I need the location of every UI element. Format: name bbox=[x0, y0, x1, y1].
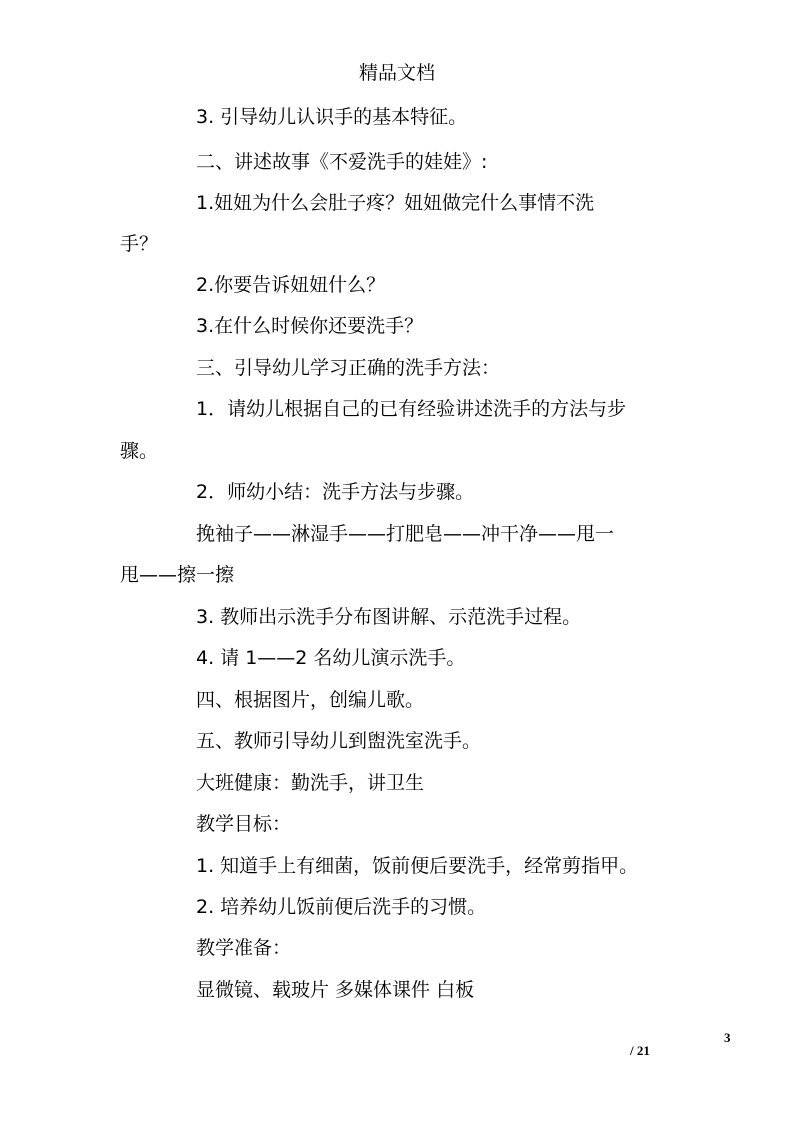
text-line: 3.在什么时候你还要洗手？ bbox=[196, 315, 424, 337]
text-line: 教学准备： bbox=[196, 937, 292, 959]
text-line: 四、根据图片，创编儿歌。 bbox=[196, 689, 425, 711]
page-number: 3 bbox=[724, 1030, 731, 1045]
text-line: 三、引导幼儿学习正确的洗手方法： bbox=[196, 357, 501, 379]
text-line: 显微镜、载玻片 多媒体课件 白板 bbox=[196, 979, 475, 1001]
text-line: 教学目标： bbox=[196, 813, 292, 835]
text-line: 2.你要告诉妞妞什么？ bbox=[196, 274, 386, 296]
text-line: 1．请幼儿根据自己的已有经验讲述洗手的方法与步 bbox=[196, 398, 627, 420]
text-line: 骤。 bbox=[120, 440, 159, 462]
page-total: / 21 bbox=[630, 1043, 650, 1058]
text-line: 甩——擦一擦 bbox=[120, 564, 235, 586]
text-line: 五、教师引导幼儿到盥洗室洗手。 bbox=[196, 730, 482, 752]
document-header: 精品文档 bbox=[358, 62, 435, 84]
text-line: 3. 教师出示洗手分布图讲解、示范洗手过程。 bbox=[196, 606, 582, 628]
text-line: 大班健康：勤洗手，讲卫生 bbox=[196, 772, 425, 794]
text-line: 手？ bbox=[120, 233, 159, 255]
text-line: 1. 知道手上有细菌，饭前便后要洗手，经常剪指甲。 bbox=[196, 855, 639, 877]
text-line: 2．师幼小结：洗手方法与步骤。 bbox=[196, 481, 475, 503]
text-line: 1.妞妞为什么会肚子疼？妞妞做完什么事情不洗 bbox=[196, 192, 595, 214]
text-line: 二、讲述故事《不爱洗手的娃娃》: bbox=[196, 151, 488, 173]
text-line: 挽袖子——淋湿手——打肥皂——冲干净——甩一 bbox=[196, 523, 615, 545]
text-line: 3. 引导幼儿认识手的基本特征。 bbox=[196, 106, 468, 128]
text-line: 2. 培养幼儿饭前便后洗手的习惯。 bbox=[196, 896, 487, 918]
text-line: 4. 请 1——2 名幼儿演示洗手。 bbox=[196, 647, 466, 669]
